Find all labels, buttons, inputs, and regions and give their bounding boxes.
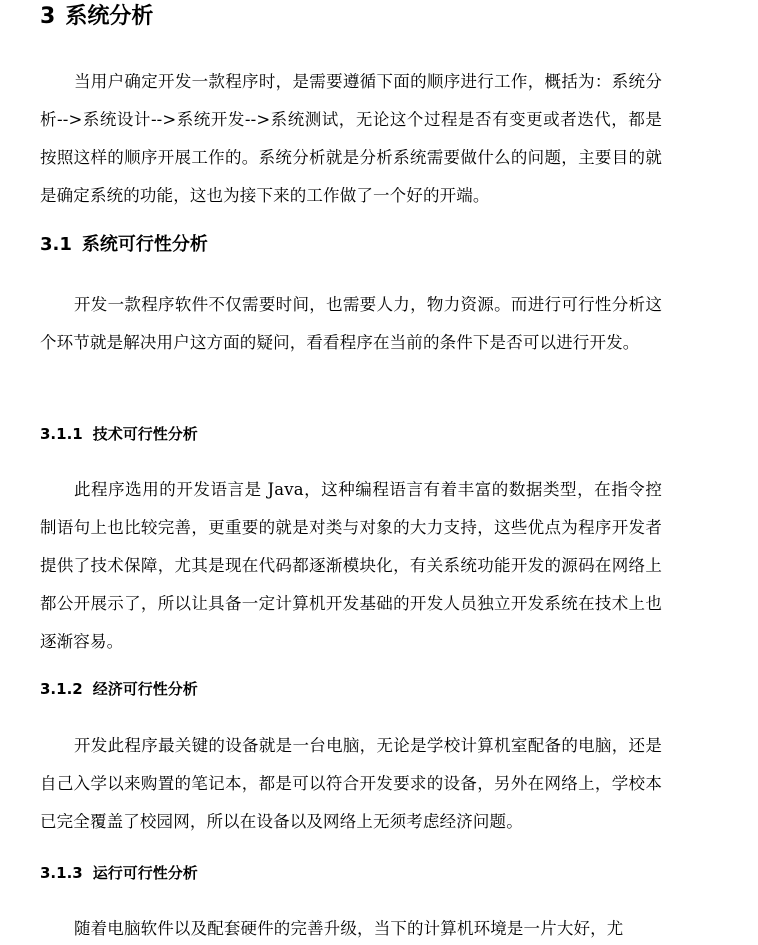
section-3-paragraph: 当用户确定开发一款程序时，是需要遵循下面的顺序进行工作，概括为：系统分析-->系统设计-->系统开发-->系统测试，无论这个过程是否有变更或者迭代，都是按照这样的顺序开展工作的。系统分析就是分析系统需要做什么的问题，主要目的就是确定系统的功能，这也为接下来的工作做了一个好的开端。 xyxy=(40,72,662,205)
section-3-1-2-heading xyxy=(40,678,198,700)
section-3-1-2-number: 3.1.2 xyxy=(40,680,83,698)
section-3-title: 系统分析 xyxy=(65,4,154,29)
section-3-1-3-title: 运行可行性分析 xyxy=(92,864,198,882)
section-3-1-1-title: 技术可行性分析 xyxy=(92,425,198,443)
section-3-1-3-number: 3.1.3 xyxy=(40,864,83,882)
section-3-1-heading xyxy=(40,232,208,258)
section-3-heading xyxy=(40,2,153,32)
section-3-number: 3 xyxy=(40,4,56,29)
section-3-1-1-paragraph: 此程序选用的开发语言是 Java，这种编程语言有着丰富的数据类型，在指令控制语句上也比较完善，更重要的就是对类与对象的大力支持，这些优点为程序开发者提供了技术保障，尤其是现在代码都逐渐模块化，有关系统功能开发的源码在网络上都公开展示了，所以让具备一定计算机开发基础的开发人员独立开发系统在技术上也逐渐容易。 xyxy=(40,480,662,651)
section-3-1-title: 系统可行性分析 xyxy=(81,234,208,255)
section-3-1-number: 3.1 xyxy=(40,234,72,255)
section-3-1-paragraph: 开发一款程序软件不仅需要时间，也需要人力，物力资源。而进行可行性分析这个环节就是解决用户这方面的疑问，看看程序在当前的条件下是否可以进行开发。 xyxy=(40,295,662,352)
section-3-1-1-heading xyxy=(40,423,198,445)
section-3-1-3-heading xyxy=(40,862,198,884)
section-3-1-3-paragraph: 随着电脑软件以及配套硬件的完善升级，当下的计算机环境是一片大好，尤 xyxy=(74,919,624,938)
section-3-1-2-paragraph: 开发此程序最关键的设备就是一台电脑，无论是学校计算机室配备的电脑，还是自己入学以来购置的笔记本，都是可以符合开发要求的设备，另外在网络上，学校本已完全覆盖了校园网，所以在设备以及网络上无须考虑经济问题。 xyxy=(40,736,662,831)
section-3-1-1-number: 3.1.1 xyxy=(40,425,83,443)
section-3-1-2-title: 经济可行性分析 xyxy=(92,680,198,698)
